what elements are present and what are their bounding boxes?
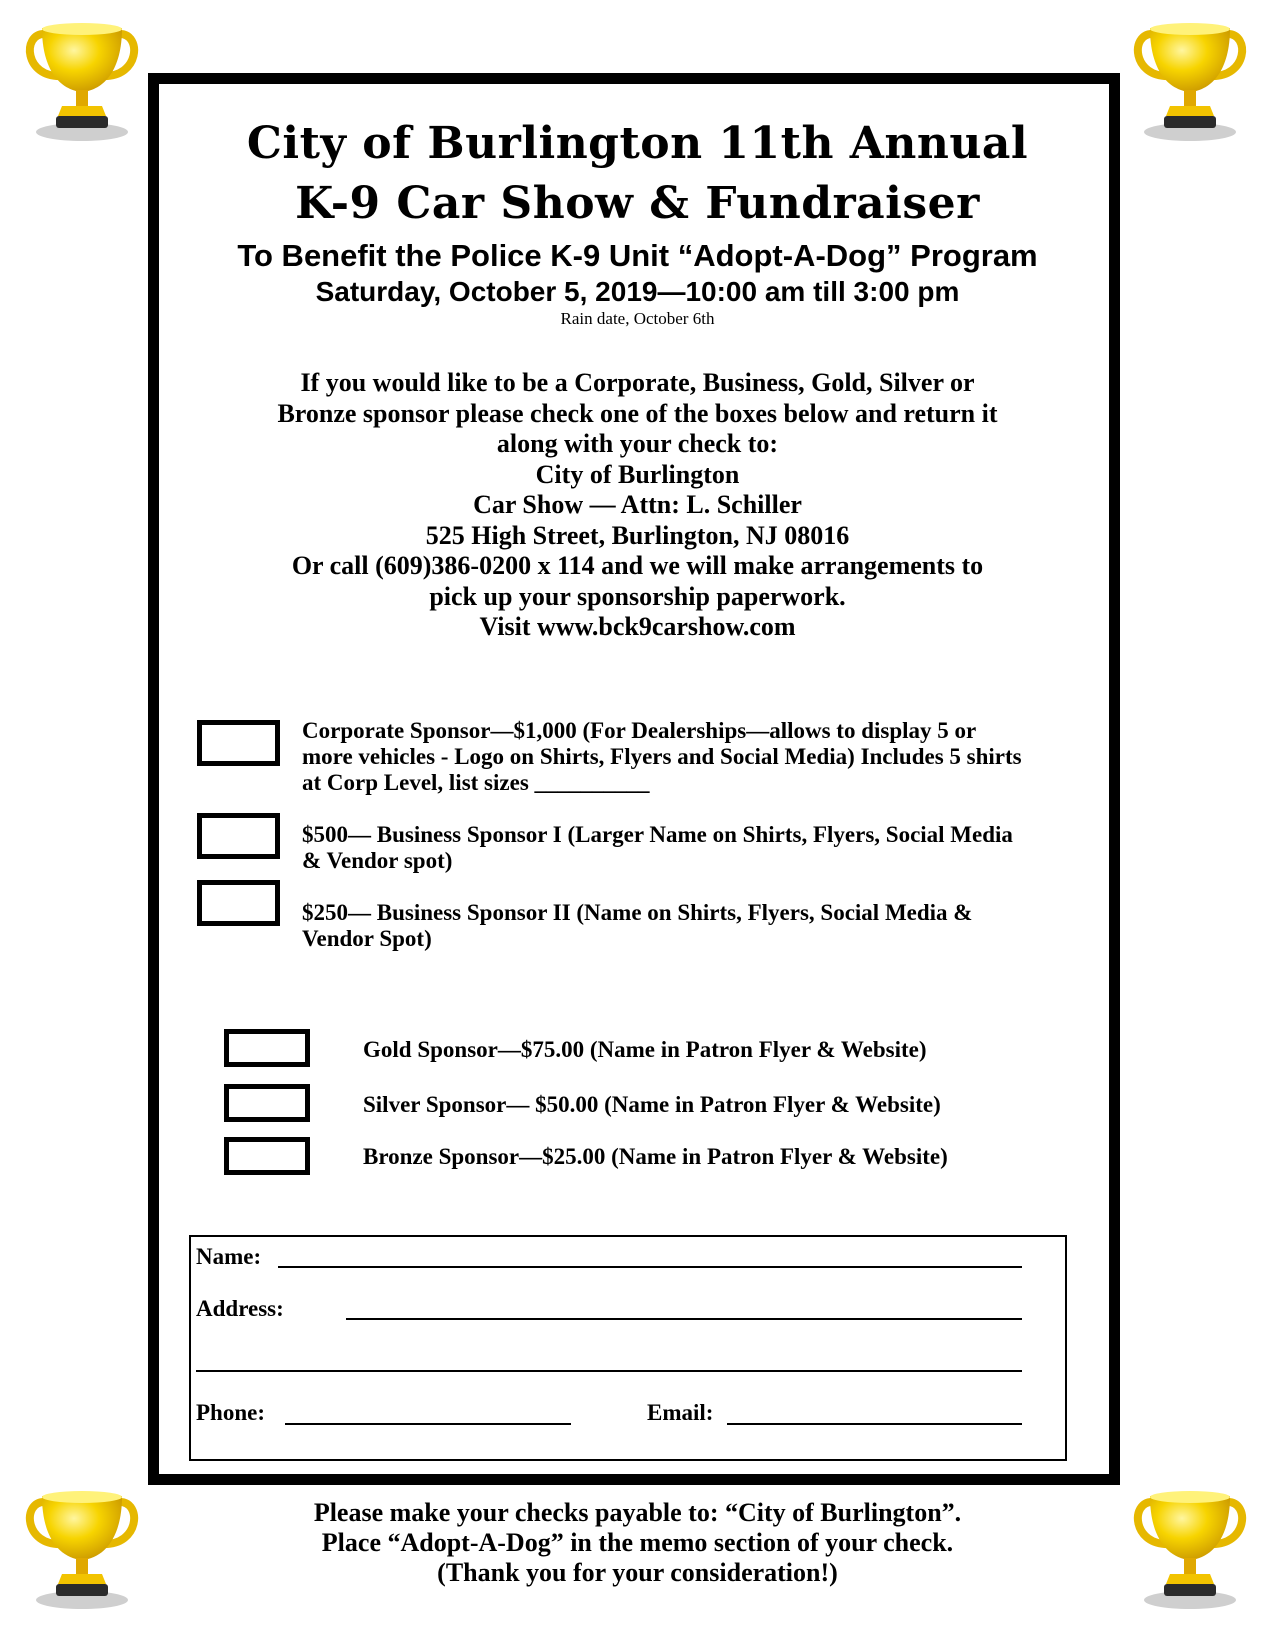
footer-line: (Thank you for your consideration!)	[437, 1558, 838, 1587]
website-link[interactable]: Visit www.bck9carshow.com	[479, 612, 796, 641]
title-line-1: City of Burlington 11th Annual	[246, 118, 1029, 169]
bronze-sponsor-checkbox[interactable]	[224, 1137, 310, 1175]
option-text: Vendor Spot)	[302, 926, 432, 951]
name-field[interactable]	[278, 1266, 1022, 1268]
gold-sponsor-option: Gold Sponsor—$75.00 (Name in Patron Flyer & Website)	[363, 1037, 927, 1062]
address-field-line-1[interactable]	[346, 1318, 1022, 1320]
silver-sponsor-checkbox[interactable]	[224, 1084, 310, 1122]
info-line: pick up your sponsorship paperwork.	[429, 581, 846, 611]
address-label: Address:	[196, 1296, 284, 1321]
contact-form	[189, 1235, 1067, 1461]
phone-field[interactable]	[285, 1423, 571, 1425]
rain-date: Rain date, October 6th	[560, 309, 715, 328]
option-text: $250— Business Sponsor II (Name on Shirts, Flyers, Social Media &	[302, 900, 973, 925]
info-line: If you would like to be a Corporate, Business, Gold, Silver or	[300, 368, 975, 397]
info-line: Car Show — Attn: L. Schiller	[473, 490, 802, 519]
business-sponsor-2-checkbox[interactable]	[197, 880, 280, 926]
option-text: & Vendor spot)	[302, 848, 453, 873]
option-text: Corporate Sponsor—$1,000 (For Dealerships—allows to display 5 or	[302, 718, 977, 743]
phone-label: Phone:	[196, 1400, 265, 1425]
event-date: Saturday, October 5, 2019—10:00 am till 3:00 pm	[315, 276, 960, 307]
subtitle: To Benefit the Police K-9 Unit “Adopt-A-Dog” Program	[237, 238, 1038, 273]
business-sponsor-1-checkbox[interactable]	[197, 813, 280, 859]
bronze-sponsor-option: Bronze Sponsor—$25.00 (Name in Patron Flyer & Website)	[363, 1144, 948, 1169]
info-line: 525 High Street, Burlington, NJ 08016	[425, 520, 850, 550]
gold-sponsor-checkbox[interactable]	[224, 1029, 310, 1067]
business-sponsor-2-option	[302, 900, 972, 952]
silver-sponsor-option: Silver Sponsor— $50.00 (Name in Patron Flyer & Website)	[363, 1092, 941, 1117]
name-label: Name:	[196, 1244, 262, 1269]
info-line: along with your check to:	[496, 429, 779, 458]
address-field-line-2[interactable]	[196, 1370, 1022, 1372]
option-text: more vehicles - Logo on Shirts, Flyers and Social Media) Includes 5 shirts	[302, 744, 1022, 769]
sponsor-instructions	[0, 368, 1275, 643]
info-line: Or call (609)386-0200 x 114 and we will make arrangements to	[291, 551, 984, 580]
footer-line: Please make your checks payable to: “City of Burlington”.	[313, 1498, 962, 1527]
title-line-2: K-9 Car Show & Fundraiser	[295, 178, 980, 229]
footer-line: Place “Adopt-A-Dog” in the memo section of your check.	[321, 1528, 954, 1557]
payment-instructions	[0, 1498, 1275, 1588]
email-field[interactable]	[727, 1423, 1022, 1425]
option-text: at Corp Level, list sizes __________	[302, 770, 650, 795]
option-text: $500— Business Sponsor I (Larger Name on Shirts, Flyers, Social Media	[302, 822, 1013, 847]
corporate-sponsor-option	[302, 718, 1022, 796]
email-label: Email:	[647, 1400, 714, 1425]
info-line: City of Burlington	[535, 459, 740, 489]
info-line: Bronze sponsor please check one of the boxes below and return it	[277, 398, 998, 428]
corporate-sponsor-checkbox[interactable]	[197, 720, 280, 766]
business-sponsor-1-option	[302, 822, 1013, 874]
